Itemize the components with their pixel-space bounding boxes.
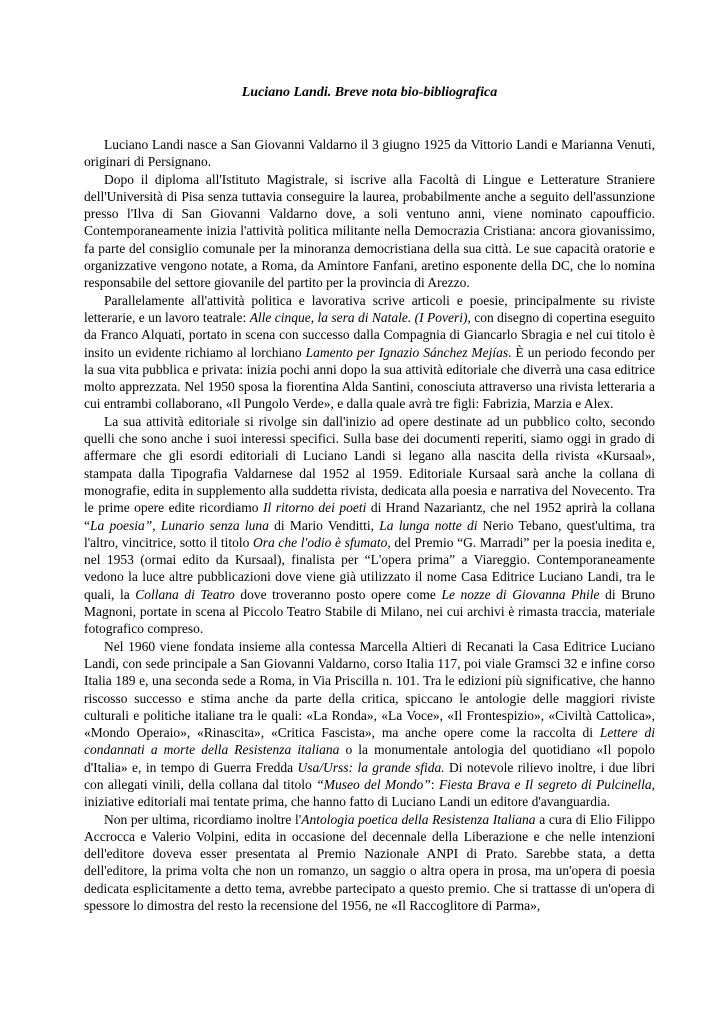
paragraph-text: Di notevole rilievo inoltre, i due libri con allegati vinili, della collana dal titolo: [84, 759, 655, 792]
paragraph: [84, 171, 655, 292]
italic-title-text: Il ritorno dei poeti: [262, 500, 367, 516]
italic-title-text: “Museo del Mondo”: [316, 776, 431, 792]
paragraph-text: Luciano Landi nasce a San Giovanni Valdarno il 3 giugno 1925 da Vittorio Landi e Marianna Venuti, originari di Persignano.: [84, 137, 655, 170]
paragraph-text: Non per ultima, ricordiamo inoltre l': [104, 811, 302, 827]
paragraph-text: di Hrand Nazariantz, che nel 1952 aprirà la collana “: [84, 500, 655, 533]
italic-title-text: La lunga notte di: [379, 517, 478, 533]
paragraph-text: , iniziative editoriali mai tentate prima, che hanno fatto di Luciano Landi un editore d'avanguardia.: [84, 776, 655, 810]
paragraph-text: di Bruno Magnoni, portate in scena al Piccolo Teatro Stabile di Milano, nei cui archivi è rimasta traccia, materiale fotografico compreso.: [84, 586, 655, 637]
paragraph-text: di Mario Venditti,: [268, 517, 380, 533]
italic-title-text: Ora che l'odio è sfumato,: [253, 534, 391, 550]
paragraph-text: , con disegno di copertina eseguito da Franco Alquati, portato in scena con successo dalla Compagnia di Giancarlo Sbragia e nel cui titolo è insito un evidente richiamo al lorchiano: [84, 309, 655, 360]
document-body: [84, 136, 655, 914]
paragraph: [84, 413, 655, 638]
italic-title-text: Antologia poetica della Resistenza Italiana: [301, 811, 536, 827]
italic-title-text: Usa/Urss: la grande sfida.: [297, 759, 445, 775]
paragraph-text: ,: [152, 517, 161, 533]
paragraph: [84, 638, 655, 811]
paragraph-text: . È un periodo fecondo per la sua vita pubblica e privata: inizia pochi anni dopo la sua attività editoriale che diverrà una casa editrice molto apprezzata. Nel 1950 sposa la fiorentina Alda Santini, conosciuta attraverso una rivista letteraria a cui entrambi collaborano, «Il Pungolo Verde», e dalla quale avrà tre figli: Fabrizia, Marzia e Alex.: [84, 344, 655, 412]
document-page: [84, 84, 655, 914]
italic-title-text: Lunario senza luna: [160, 517, 269, 533]
italic-title-text: Lettere di condannati a morte della Resistenza italiana: [84, 725, 655, 758]
italic-title-text: Fiesta Brava e Il segreto di Pulcinella: [438, 776, 652, 792]
paragraph-text: dove troveranno posto opere come: [234, 586, 442, 602]
italic-title-text: Lamento per Ignazio Sánchez Mejías: [305, 344, 509, 360]
paragraph-text: del Premio “G. Marradi” per la poesia inedita e, nel 1953 (ormai edito da Kursaal), finalista per “L'opera prima” a Viareggio. Contemporaneamente vedono la luce altre pubblicazioni dove viene già utilizzato il nome Casa Editrice Luciano Landi, tra le quali, la: [84, 534, 655, 602]
document-title: Luciano Landi. Breve nota bio-bibliografica: [241, 85, 498, 100]
paragraph-text: Nel 1960 viene fondata insieme alla contessa Marcella Altieri di Recanati la Casa Editrice Luciano Landi, con sede principale a San Giovanni Valdarno, corso Italia 117, poi viale Gramsci 32 e infine corso Italia 189 e, una seconda sede a Roma, in Via Priscilla n. 101. Tra le edizioni più significative, che hanno riscosso successo e stima anche da parte della critica, spiccano le antologie delle maggiori riviste culturali e politiche italiane tra le quali: «La Ronda», «La Voce», «Il Frontespizio», «Civiltà Cattolica», «Mondo Operaio», «Rinascita», «Critica Fascista», ma anche opere come la raccolta di: [84, 638, 655, 741]
italic-title-text: Collana di Teatro: [135, 586, 235, 602]
paragraph-text: :: [430, 776, 439, 792]
paragraph-text: a cura di Elio Filippo Accrocca e Valerio Volpini, edita in occasione del decennale della Liberazione e che nelle intenzioni dell'editore doveva esser presentata al Premio Nazionale ANPI di Prato. Sarebbe stata, a detta dell'editore, la prima volta che non un romanzo, un saggio o altra opera in prosa, ma un'opera di poesia dedicata esplicitamente a detto tema, avrebbe partecipato a questo premio. Che si trattasse di un'opera di spessore lo dimostra del resto la recensione del 1956, ne «Il Raccoglitore di Parma»,: [84, 811, 656, 914]
paragraph: [84, 811, 655, 915]
paragraph-text: Parallelamente all'attività politica e lavorativa scrive articoli e poesie, principalmente su riviste letterarie, e un lavoro teatrale:: [84, 292, 655, 325]
paragraph-text: Nerio Tebano, quest'ultima, tra l'altro, vincitrice, sotto il titolo: [84, 517, 655, 550]
italic-title-text: La poesia”: [90, 517, 153, 533]
paragraph-text: o la monumentale antologia del quotidiano «Il popolo d'Italia» e, in tempo di Guerra Fredda: [84, 742, 655, 775]
paragraph-text: Dopo il diploma all'Istituto Magistrale, si iscrive alla Facoltà di Lingue e Letterature Straniere dell'Università di Pisa senza tuttavia conseguire la laurea, probabilmente anche a seguito dell'assunzione presso l'Ilva di San Giovanni Valdarno dove, a soli ventuno anni, viene nominato capoufficio. Contemporaneamente inizia l'attività politica militante nella Democrazia Cristiana: ancora giovanissimo, fa parte del consiglio comunale per la minoranza democristiana della sua città. Le sue capacità oratorie e organizzative vengono notate, a Roma, da Amintore Fanfani, aretino esponente della DC, che lo nomina responsabile del settore giovanile del partito per la provincia di Arezzo.: [84, 171, 655, 291]
paragraph: [84, 136, 655, 171]
italic-title-text: Le nozze di Giovanna Phile: [441, 586, 600, 602]
paragraph-text: La sua attività editoriale si rivolge sin dall'inizio ad opere destinate ad un pubblico colto, secondo quelli che sono anche i suoi interessi specifici. Sulla base dei documenti reperiti, siamo oggi in grado di affermare che gli esordi editoriali di Luciano Landi si legano alla nascita della rivista «Kursaal», stampata dalla Tipografia Valdarnese dal 1952 al 1959. Editoriale Kursaal sarà anche la collana di monografie, edita in supplemento alla suddetta rivista, dedicata alla poesia e narrativa del Novecento. Tra le prime opere edite ricordiamo: [84, 413, 655, 516]
italic-title-text: Alle cinque, la sera di Natale. (I Poveri): [249, 309, 468, 325]
paragraph: [84, 292, 655, 413]
